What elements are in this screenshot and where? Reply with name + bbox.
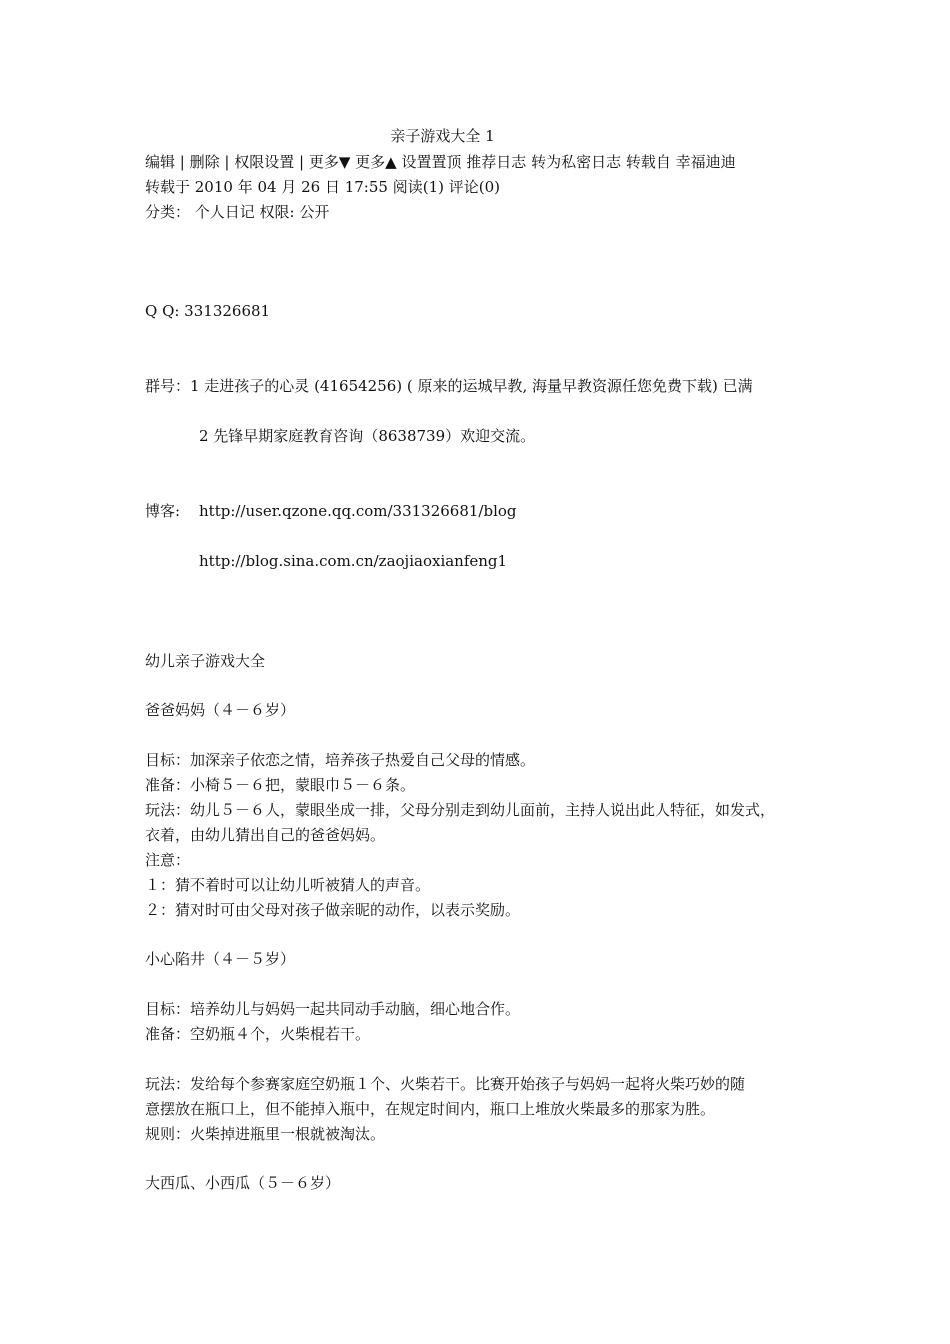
paragraph: １：猜不着时可以让幼儿听被猜人的声音。 [145,876,431,894]
blog-link-qzone[interactable]: http://user.qzone.qq.com/331326681/blog [199,502,517,520]
game-title: 小心陷井（４－５岁） [145,950,296,968]
reposted-from-label: 转载自 [625,153,671,171]
permissions-link[interactable]: 权限设置 [234,153,295,171]
category-line: 分类： 个人日记 权限: 公开 [145,203,330,221]
post-meta [145,178,500,196]
paragraph: 注意： [145,851,191,869]
toolbar: 编辑 | 删除 | 权限设置 | 更多▼ 更多▲ 设置置顶 推荐日志 转为私密日志 转载自 幸福迪迪 [145,153,736,171]
paragraph: 准备：空奶瓶４个，火柴棍若干。 [145,1025,371,1043]
paragraph: ２：猜对时可由父母对孩子做亲昵的动作，以表示奖励。 [145,901,521,919]
paragraph: 玩法：发给每个参赛家庭空奶瓶１个、火柴若干。比赛开始孩子与妈妈一起将火柴巧妙的随 [145,1075,746,1093]
blog-link-sina[interactable]: http://blog.sina.com.cn/zaojiaoxianfeng1 [199,552,508,570]
make-private-link[interactable]: 转为私密日志 [531,153,622,171]
more-up-link[interactable]: 更多▲ [355,153,397,171]
paragraph: 衣着，由幼儿猜出自己的爸爸妈妈。 [145,826,386,844]
section-heading: 幼儿亲子游戏大全 [145,652,266,670]
delete-link[interactable]: 删除 [189,153,220,171]
comments-link[interactable]: 评论(0) [448,178,501,196]
page-title: 亲子游戏大全 1 [390,127,495,145]
paragraph: 意摆放在瓶口上，但不能掉入瓶中，在规定时间内，瓶口上堆放火柴最多的那家为胜。 [145,1100,716,1118]
blog-label: 博客: [145,502,181,520]
posted-date: 转载于 2010 年 04 月 26 日 17:55 [145,178,388,196]
game-title: 大西瓜、小西瓜（５－６岁） [145,1174,341,1192]
edit-link[interactable]: 编辑 [145,153,176,171]
pin-link[interactable]: 设置置顶 [401,153,462,171]
more-link[interactable]: 更多▼ [308,153,351,171]
paragraph: 准备：小椅５－６把，蒙眼巾５－６条。 [145,776,416,794]
paragraph: 规则：火柴掉进瓶里一根就被淘汰。 [145,1125,386,1143]
group-line-2: 2 先锋早期家庭教育咨询（8638739）欢迎交流。 [199,427,536,445]
qq-line: Q Q: 331326681 [145,302,271,320]
game-title: 爸爸妈妈（４－６岁） [145,701,296,719]
recommend-link[interactable]: 推荐日志 [466,153,527,171]
paragraph: 玩法：幼儿５－６人，蒙眼坐成一排，父母分别走到幼儿面前，主持人说出此人特征，如发式， [145,801,776,819]
author-link[interactable]: 幸福迪迪 [675,153,736,171]
paragraph: 目标：培养幼儿与妈妈一起共同动手动脑，细心地合作。 [145,1000,521,1018]
group-line-1: 群号：1 走进孩子的心灵 (41654256) ( 原来的运城早教, 海量早教资源任您免费下载) 已满 [145,377,753,395]
paragraph: 目标：加深亲子依恋之情，培养孩子热爱自己父母的情感。 [145,751,536,769]
reads-link[interactable]: 阅读(1) [392,178,444,196]
